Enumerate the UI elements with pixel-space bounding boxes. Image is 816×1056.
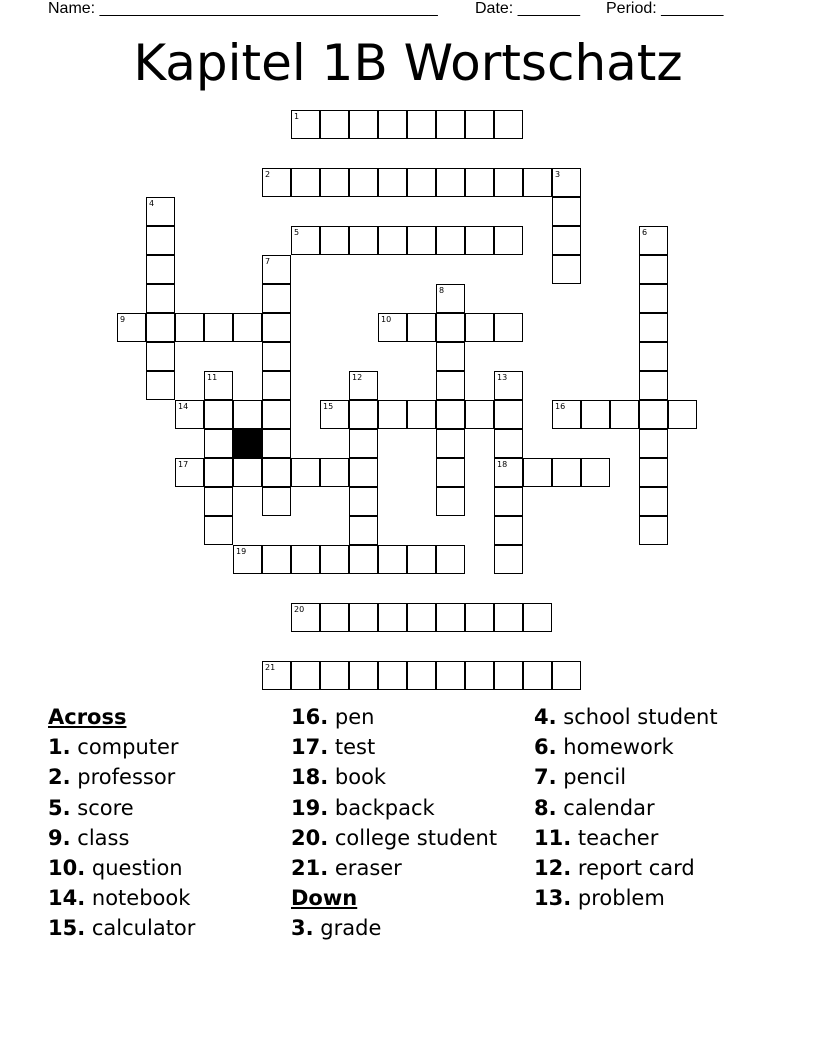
grid-cell[interactable] [320,110,349,139]
grid-cell[interactable] [436,603,465,632]
grid-cell[interactable] [175,313,204,342]
grid-cell[interactable] [494,516,523,545]
grid-cell[interactable] [552,458,581,487]
grid-cell[interactable] [494,400,523,429]
grid-cell[interactable] [639,255,668,284]
grid-cell[interactable] [262,371,291,400]
grid-cell[interactable] [436,429,465,458]
grid-cell[interactable] [146,371,175,400]
grid-cell[interactable] [146,226,175,255]
date-line: Date: _______ [475,0,580,17]
grid-cell[interactable] [581,458,610,487]
clue-across-14: 14. notebook [48,886,191,911]
grid-cell[interactable] [146,255,175,284]
clue-number: 7 [265,257,271,266]
grid-cell[interactable] [436,168,465,197]
grid-cell[interactable] [204,313,233,342]
grid-cell[interactable] [552,255,581,284]
grid-cell[interactable] [639,400,668,429]
clue-down-11: 11. teacher [534,825,659,850]
grid-cell[interactable] [262,313,291,342]
clue-number: 17 [178,460,189,469]
clue-number: 21 [265,663,276,672]
grid-cell[interactable] [407,545,436,574]
grid-cell[interactable] [668,400,697,429]
grid-cell[interactable] [494,661,523,690]
grid-cell[interactable] [262,458,291,487]
clue-number: 6 [642,228,648,237]
grid-cell[interactable] [407,603,436,632]
grid-cell[interactable] [291,458,320,487]
grid-cell[interactable] [465,110,494,139]
grid-cell[interactable] [146,313,175,342]
clue-number: 2 [265,170,271,179]
clue-number: 20 [294,605,305,614]
grid-cell[interactable] [552,661,581,690]
grid-cell[interactable] [436,371,465,400]
clue-across-20: 20. college student [291,825,498,850]
grid-cell[interactable] [349,226,378,255]
clue-number: 12 [352,373,363,382]
clue-across-2: 2. professor [48,765,176,790]
clue-across-10: 10. question [48,856,183,881]
grid-cell[interactable] [436,458,465,487]
clue-across-21: 21. eraser [291,856,402,881]
grid-cell[interactable] [262,284,291,313]
grid-cell[interactable] [465,168,494,197]
grid-cell[interactable] [523,661,552,690]
grid-cell[interactable] [407,400,436,429]
clue-across-16: 16. pen [291,705,375,729]
grid-cell[interactable] [378,545,407,574]
grid-cell[interactable] [349,168,378,197]
clue-down-12: 12. report card [534,856,695,881]
grid-cell[interactable] [494,429,523,458]
grid-cell[interactable] [407,226,436,255]
grid-cell[interactable] [639,458,668,487]
grid-cell[interactable] [552,226,581,255]
page-title: Kapitel 1B Wortschatz [133,34,683,92]
grid-cell[interactable] [349,400,378,429]
grid-cell[interactable] [349,661,378,690]
grid-cell[interactable] [291,545,320,574]
grid-cell[interactable] [639,313,668,342]
grid-cell[interactable] [639,487,668,516]
grid-cell[interactable] [494,603,523,632]
clue-number: 10 [381,315,392,324]
clue-number: 1 [294,112,300,121]
grid-cell[interactable] [465,313,494,342]
clue-down-6: 6. homework [534,735,674,760]
grid-cell[interactable] [349,110,378,139]
grid-cell[interactable] [320,661,349,690]
grid-cell[interactable] [494,313,523,342]
grid-cell[interactable] [639,429,668,458]
grid-cell[interactable] [378,226,407,255]
grid-cell[interactable] [378,661,407,690]
grid-cell[interactable] [378,168,407,197]
grid-cell[interactable] [436,226,465,255]
grid-cell[interactable] [204,429,233,458]
clue-down-13: 13. problem [534,886,665,911]
clue-across-5: 5. score [48,795,134,820]
clue-number: 9 [120,315,126,324]
period-line: Period: _______ [606,0,724,17]
grid-cell[interactable] [378,400,407,429]
clue-down-4: 4. school student [534,705,718,729]
clue-across-15: 15. calculator [48,916,196,941]
clue-number: 19 [236,547,247,556]
grid-cell[interactable] [204,400,233,429]
grid-cell[interactable] [407,313,436,342]
clue-number: 13 [497,373,508,382]
grid-cell[interactable] [407,168,436,197]
clue-across-9: 9. class [48,825,130,850]
clue-column-2 [291,702,531,944]
grid-cell[interactable] [204,487,233,516]
clue-down-3: 3. grade [291,916,382,941]
grid-cell[interactable] [639,371,668,400]
grid-cell[interactable] [523,458,552,487]
grid-cell[interactable] [494,487,523,516]
grid-cell[interactable] [436,487,465,516]
clue-number: 16 [555,402,566,411]
grid-cell[interactable] [320,458,349,487]
grid-cell[interactable] [204,458,233,487]
grid-cell[interactable] [436,661,465,690]
grid-cell[interactable] [320,226,349,255]
grid-cell[interactable] [146,342,175,371]
grid-cell[interactable] [349,516,378,545]
grid-cell[interactable] [146,284,175,313]
down-heading: Down [291,886,358,911]
grid-cell[interactable] [436,110,465,139]
grid-cell[interactable] [320,545,349,574]
grid-cell[interactable] [494,226,523,255]
clue-list [0,702,816,962]
grid-cell[interactable] [639,284,668,313]
grid-cell[interactable] [262,429,291,458]
clue-across-19: 19. backpack [291,795,435,820]
clue-number: 4 [149,199,155,208]
grid-cell[interactable] [233,458,262,487]
grid-cell[interactable] [407,110,436,139]
grid-cell[interactable] [407,661,436,690]
grid-cell[interactable] [494,168,523,197]
clue-number: 5 [294,228,300,237]
grid-cell[interactable] [320,603,349,632]
grid-cell[interactable] [465,603,494,632]
grid-cell[interactable] [523,168,552,197]
clue-across-1: 1. computer [48,735,179,760]
grid-cell[interactable] [610,400,639,429]
grid-cell[interactable] [436,400,465,429]
grid-cell[interactable] [349,487,378,516]
grid-cell[interactable] [436,342,465,371]
grid-cell[interactable] [349,429,378,458]
clue-down-7: 7. pencil [534,765,627,790]
grid-cell[interactable] [233,313,262,342]
grid-cell[interactable] [494,110,523,139]
grid-cell[interactable] [233,400,262,429]
grid-cell[interactable] [465,661,494,690]
clue-column-1 [48,702,288,944]
grid-cell[interactable] [436,313,465,342]
grid-cell[interactable] [291,661,320,690]
grid-cell[interactable] [291,168,320,197]
clue-down-8: 8. calendar [534,795,655,820]
black-square [233,429,262,458]
grid-cell[interactable] [320,168,349,197]
grid-cell[interactable] [262,487,291,516]
clue-number: 3 [555,170,561,179]
clue-number: 14 [178,402,189,411]
grid-cell[interactable] [639,342,668,371]
grid-cell[interactable] [639,516,668,545]
grid-cell[interactable] [494,545,523,574]
worksheet-header [0,0,816,20]
clue-number: 18 [497,460,508,469]
grid-cell[interactable] [378,110,407,139]
grid-cell[interactable] [349,603,378,632]
grid-cell[interactable] [204,516,233,545]
grid-cell[interactable] [349,458,378,487]
grid-cell[interactable] [552,197,581,226]
grid-cell[interactable] [349,545,378,574]
grid-cell[interactable] [378,603,407,632]
grid-cell[interactable] [465,226,494,255]
grid-cell[interactable] [523,603,552,632]
clue-number: 8 [439,286,445,295]
grid-cell[interactable] [465,400,494,429]
grid-cell[interactable] [581,400,610,429]
clue-number: 15 [323,402,334,411]
grid-cell[interactable] [262,400,291,429]
clue-across-17: 17. test [291,735,376,760]
clue-number: 11 [207,373,218,382]
clue-across-18: 18. book [291,765,387,790]
grid-cell[interactable] [262,545,291,574]
clue-column-3 [534,702,774,913]
name-line: Name: ______________________________________ [48,0,438,17]
grid-cell[interactable] [262,342,291,371]
across-heading: Across [48,705,127,729]
grid-cell[interactable] [436,545,465,574]
